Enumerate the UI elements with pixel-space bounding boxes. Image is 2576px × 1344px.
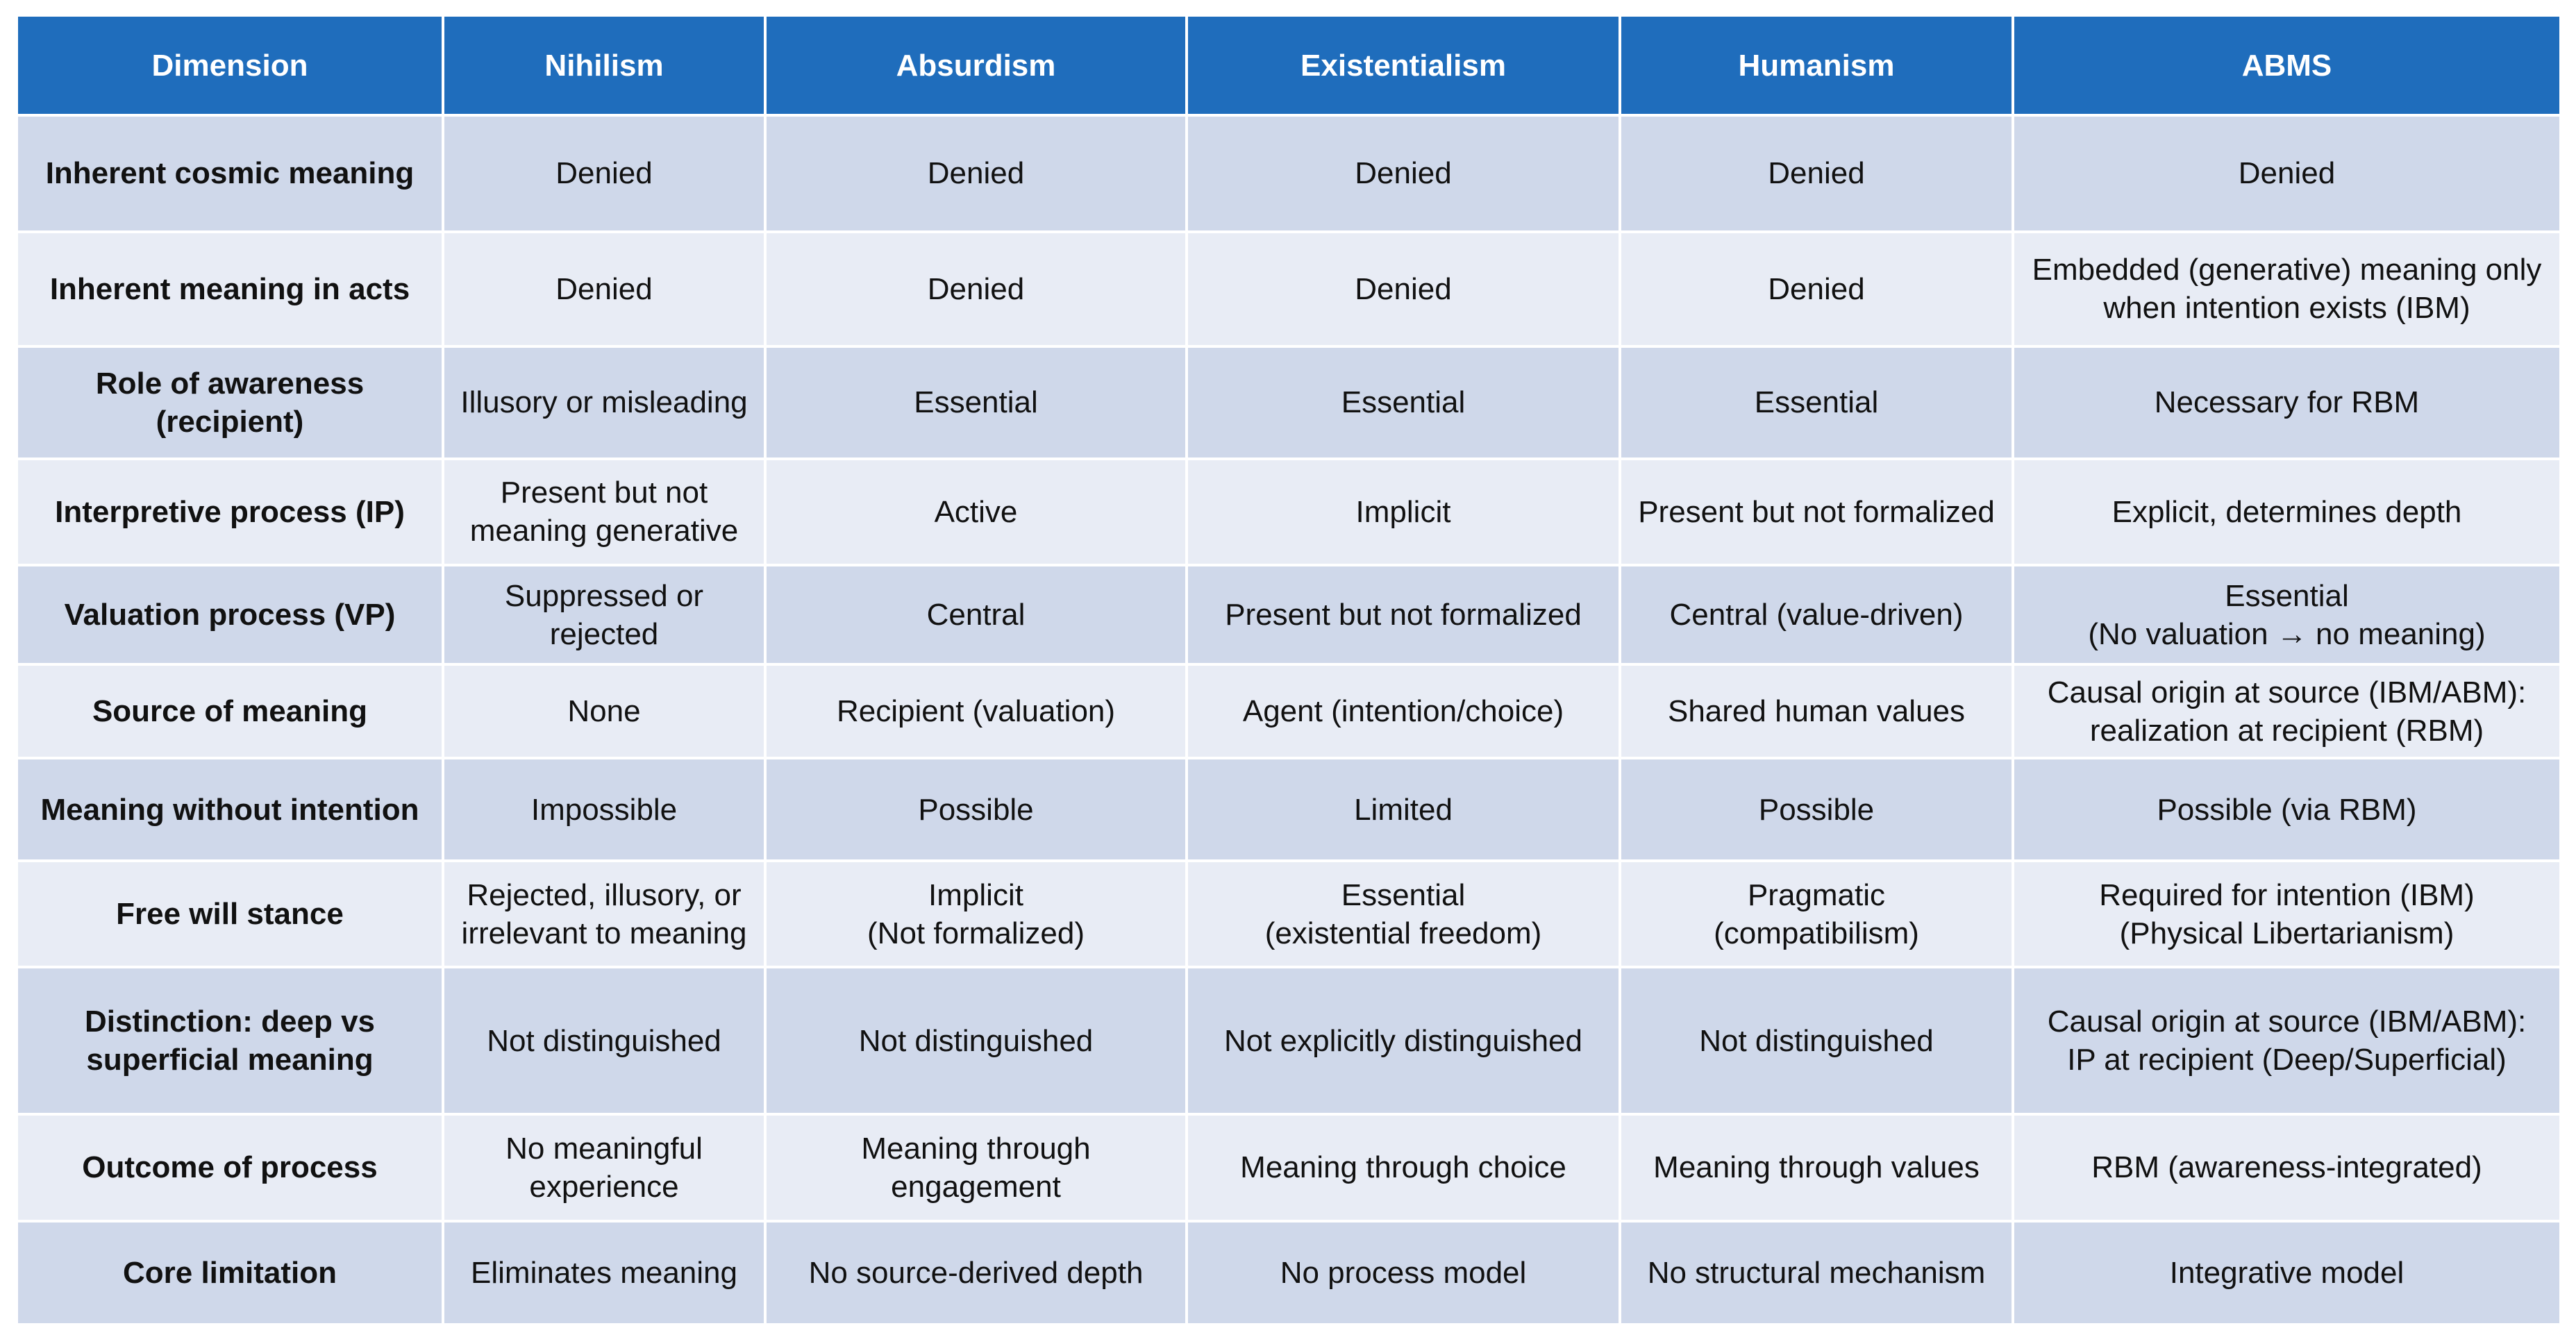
cell-text: Meaning without intention (40, 792, 419, 827)
cell-abms (2013, 346, 2561, 458)
table-row (17, 459, 2561, 565)
cell-absurdism (765, 1114, 1187, 1220)
comparison-table (15, 14, 2562, 1326)
cell-dimension (17, 1114, 443, 1220)
cell-existentialism (1187, 115, 1620, 232)
cell-text: Essential (1754, 385, 1879, 420)
cell-dimension (17, 664, 443, 758)
cell-existentialism (1187, 232, 1620, 347)
table-row (17, 664, 2561, 758)
cell-nihilism (443, 664, 765, 758)
cell-text: Role of awareness (recipient) (95, 366, 365, 439)
cell-text: Outcome of process (82, 1150, 378, 1185)
cell-text: Pragmatic (1747, 877, 1886, 912)
header-nihilism: Nihilism (443, 15, 765, 115)
cell-abms (2013, 115, 2561, 232)
cell-nihilism (443, 1221, 765, 1325)
cell-nihilism (443, 565, 765, 664)
cell-humanism (1620, 346, 2013, 458)
cell-absurdism (765, 459, 1187, 565)
cell-text: Present but not (500, 476, 708, 510)
cell-dimension (17, 861, 443, 967)
cell-abms (2013, 565, 2561, 664)
cell-text: Possible (918, 792, 1034, 827)
cell-absurdism (765, 115, 1187, 232)
cell-dimension (17, 232, 443, 347)
cell-existentialism (1187, 967, 1620, 1114)
table-row (17, 1221, 2561, 1325)
cell-text: Not distinguished (858, 1023, 1094, 1058)
cell-dimension (17, 967, 443, 1114)
cell-text: Essential (1341, 385, 1466, 420)
cell-text: irrelevant to meaning (461, 916, 747, 950)
cell-absurdism (765, 664, 1187, 758)
cell-existentialism (1187, 346, 1620, 458)
cell-nihilism (443, 346, 765, 458)
cell-text: (compatibilism) (1714, 916, 1919, 950)
cell-humanism (1620, 1221, 2013, 1325)
cell-nihilism (443, 967, 765, 1114)
cell-nihilism (443, 758, 765, 860)
cell-existentialism (1187, 758, 1620, 860)
table-row (17, 115, 2561, 232)
table-row (17, 967, 2561, 1114)
cell-text: realization at recipient (RBM) (2089, 713, 2484, 748)
cell-text: Causal origin at source (IBM/ABM): (2047, 1005, 2527, 1039)
table-row (17, 232, 2561, 347)
cell-existentialism (1187, 1221, 1620, 1325)
cell-humanism (1620, 565, 2013, 664)
cell-text: Denied (1355, 156, 1452, 191)
table-row (17, 861, 2561, 967)
cell-text: Denied (927, 271, 1025, 306)
cell-dimension (17, 565, 443, 664)
cell-existentialism (1187, 664, 1620, 758)
cell-abms (2013, 967, 2561, 1114)
cell-text: Denied (555, 271, 653, 306)
cell-abms (2013, 459, 2561, 565)
cell-text: engagement (891, 1169, 1061, 1204)
cell-text: Necessary for RBM (2154, 385, 2420, 420)
table-row (17, 1114, 2561, 1220)
cell-text: None (567, 694, 641, 729)
table-row (17, 758, 2561, 860)
cell-dimension (17, 1221, 443, 1325)
cell-text: Not distinguished (487, 1023, 721, 1058)
cell-absurdism (765, 861, 1187, 967)
cell-text: No structural mechanism (1647, 1255, 1986, 1290)
cell-nihilism (443, 861, 765, 967)
cell-text: Present but not formalized (1225, 598, 1582, 632)
cell-nihilism (443, 1114, 765, 1220)
cell-text: meaning generative (469, 514, 739, 548)
cell-existentialism (1187, 459, 1620, 565)
cell-humanism (1620, 115, 2013, 232)
cell-humanism (1620, 1114, 2013, 1220)
cell-text: Not distinguished (1699, 1023, 1934, 1058)
cell-absurdism (765, 967, 1187, 1114)
cell-text: Meaning through (861, 1131, 1091, 1166)
cell-text: Rejected, illusory, or (467, 877, 742, 912)
cell-humanism (1620, 967, 2013, 1114)
cell-abms (2013, 664, 2561, 758)
cell-text: Central (value-driven) (1669, 598, 1964, 632)
cell-text: Core limitation (122, 1255, 337, 1290)
cell-existentialism (1187, 565, 1620, 664)
cell-text: experience (529, 1169, 679, 1204)
cell-text: Denied (1355, 271, 1452, 306)
cell-dimension (17, 459, 443, 565)
cell-absurdism (765, 232, 1187, 347)
cell-text: (Physical Libertarianism) (2119, 916, 2454, 950)
cell-absurdism (765, 565, 1187, 664)
cell-dimension (17, 346, 443, 458)
cell-text: Inherent meaning in acts (49, 271, 410, 306)
cell-text: (Not formalized) (867, 916, 1085, 950)
cell-text: Denied (1768, 156, 1865, 191)
cell-text: Implicit (1355, 494, 1451, 529)
cell-absurdism (765, 1221, 1187, 1325)
cell-text: Illusory or misleading (460, 385, 748, 420)
table-row (17, 565, 2561, 664)
cell-text: Active (934, 494, 1018, 529)
header-absurdism: Absurdism (765, 15, 1187, 115)
cell-text: Implicit (928, 877, 1023, 912)
cell-humanism (1620, 664, 2013, 758)
cell-nihilism (443, 232, 765, 347)
cell-text: Source of meaning (92, 694, 368, 729)
cell-text: Distinction: deep vs (84, 1005, 376, 1039)
cell-humanism (1620, 758, 2013, 860)
cell-text: Impossible (530, 792, 678, 827)
cell-text: Meaning through choice (1240, 1150, 1566, 1185)
header-dimension: Dimension (17, 15, 443, 115)
cell-text: (No valuation → no meaning) (2088, 616, 2486, 651)
cell-humanism (1620, 232, 2013, 347)
cell-abms (2013, 861, 2561, 967)
header-abms: ABMS (2013, 15, 2561, 115)
cell-nihilism (443, 115, 765, 232)
cell-text: (existential freedom) (1264, 916, 1542, 950)
cell-text: Denied (927, 156, 1025, 191)
header-humanism: Humanism (1620, 15, 2013, 115)
cell-text: when intention exists (IBM) (2103, 291, 2470, 326)
cell-text: IP at recipient (Deep/Superficial) (2067, 1043, 2507, 1077)
cell-text: Agent (intention/choice) (1242, 694, 1564, 729)
cell-text: Denied (555, 156, 653, 191)
cell-text: Essential (2225, 578, 2349, 613)
cell-existentialism (1187, 861, 1620, 967)
cell-text: Essential (1341, 877, 1466, 912)
cell-humanism (1620, 459, 2013, 565)
cell-abms (2013, 758, 2561, 860)
cell-text: Valuation process (VP) (64, 598, 396, 632)
cell-text: Required for intention (IBM) (2099, 877, 2475, 912)
cell-text: Shared human values (1667, 694, 1966, 729)
cell-text: Integrative model (2169, 1255, 2404, 1290)
cell-abms (2013, 232, 2561, 347)
cell-text: Present but not formalized (1638, 494, 1995, 529)
cell-text: Limited (1354, 792, 1453, 827)
comparison-table-wrapper (15, 14, 2559, 1326)
cell-text: Possible (1758, 792, 1875, 827)
cell-text: Recipient (valuation) (836, 694, 1116, 729)
table-body (17, 115, 2561, 1325)
cell-text: rejected (549, 616, 659, 651)
header-row (17, 15, 2561, 115)
cell-nihilism (443, 459, 765, 565)
cell-text: Inherent cosmic meaning (45, 156, 415, 191)
cell-text: No source-derived depth (808, 1255, 1144, 1290)
cell-text: No process model (1280, 1255, 1527, 1290)
cell-absurdism (765, 758, 1187, 860)
cell-text: Denied (1768, 271, 1865, 306)
cell-text: No meaningful (505, 1131, 703, 1166)
cell-text: Not explicitly distinguished (1223, 1023, 1583, 1058)
cell-text: Free will stance (116, 897, 344, 932)
cell-abms (2013, 1221, 2561, 1325)
cell-text: Interpretive process (IP) (55, 494, 405, 529)
cell-humanism (1620, 861, 2013, 967)
cell-dimension (17, 758, 443, 860)
cell-text: Explicit, determines depth (2111, 494, 2462, 529)
cell-existentialism (1187, 1114, 1620, 1220)
cell-text: Causal origin at source (IBM/ABM): (2047, 675, 2527, 709)
cell-text: Embedded (generative) meaning only (2032, 253, 2542, 287)
cell-text: Possible (via RBM) (2157, 792, 2417, 827)
cell-text: Eliminates meaning (471, 1255, 737, 1290)
cell-text: Suppressed or (504, 578, 704, 613)
cell-text: Meaning through values (1653, 1150, 1980, 1185)
cell-text: RBM (awareness-integrated) (2091, 1150, 2482, 1185)
table-row (17, 346, 2561, 458)
cell-text: Central (926, 598, 1026, 632)
cell-text: Denied (2238, 156, 2336, 191)
cell-text: superficial meaning (86, 1043, 374, 1077)
cell-text: Essential (914, 385, 1038, 420)
cell-absurdism (765, 346, 1187, 458)
header-existentialism: Existentialism (1187, 15, 1620, 115)
cell-dimension (17, 115, 443, 232)
cell-abms (2013, 1114, 2561, 1220)
